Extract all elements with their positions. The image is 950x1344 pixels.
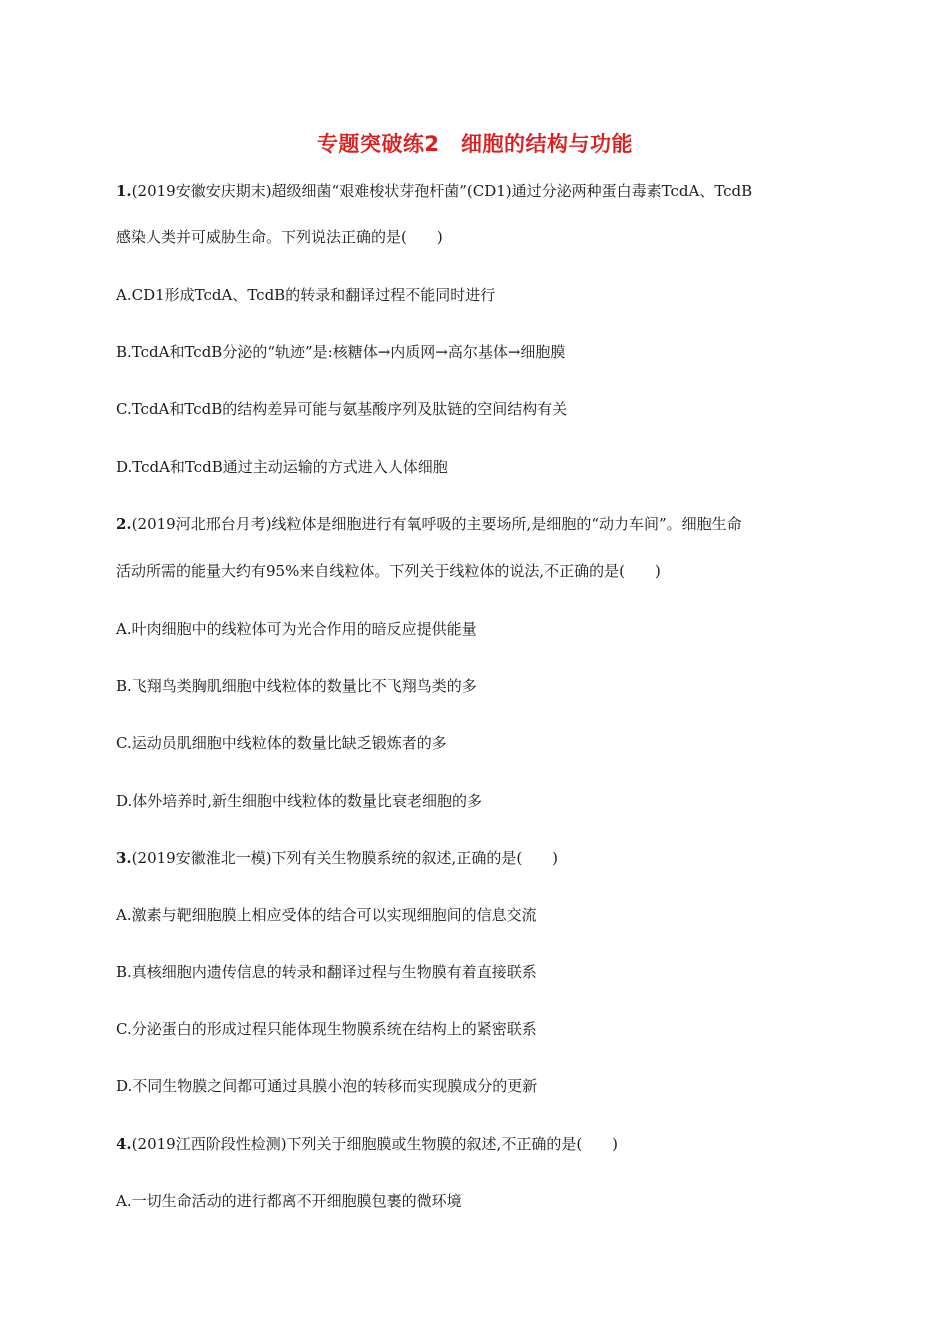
question-3-option-a: A.激素与靶细胞膜上相应受体的结合可以实现细胞间的信息交流 xyxy=(116,906,537,924)
question-2-stem-line-1 xyxy=(116,513,846,535)
question-3-option-b: B.真核细胞内遗传信息的转录和翻译过程与生物膜有着直接联系 xyxy=(116,963,537,981)
question-2-option-b: B.飞翔鸟类胸肌细胞中线粒体的数量比不飞翔鸟类的多 xyxy=(116,677,477,695)
question-4-number: 4. xyxy=(116,1135,132,1153)
question-1-option-b: B.TcdA和TcdB分泌的“轨迹”是:核糖体→内质网→高尔基体→细胞膜 xyxy=(116,343,566,361)
question-2-option-a: A.叶肉细胞中的线粒体可为光合作用的暗反应提供能量 xyxy=(116,620,477,638)
question-4-stem-text-1: (2019江西阶段性检测)下列关于细胞膜或生物膜的叙述,不正确的是( ) xyxy=(131,1135,619,1153)
question-3-option-c: C.分泌蛋白的形成过程只能体现生物膜系统在结构上的紧密联系 xyxy=(116,1020,537,1038)
question-3-stem-line-1 xyxy=(116,847,846,869)
question-1-option-c: C.TcdA和TcdB的结构差异可能与氨基酸序列及肽链的空间结构有关 xyxy=(116,400,568,418)
question-1-option-a: A.CD1形成TcdA、TcdB的转录和翻译过程不能同时进行 xyxy=(116,286,496,304)
question-2-option-c: C.运动员肌细胞中线粒体的数量比缺乏锻炼者的多 xyxy=(116,734,447,752)
question-3-option-d: D.不同生物膜之间都可通过具膜小泡的转移而实现膜成分的更新 xyxy=(116,1077,538,1095)
question-2-stem-text-1: (2019河北邢台月考)线粒体是细胞进行有氧呼吸的主要场所,是细胞的“动力车间”。细胞生命 xyxy=(131,515,742,533)
question-3-stem-text-1: (2019安徽淮北一模)下列有关生物膜系统的叙述,正确的是( ) xyxy=(131,849,559,867)
question-1-stem-line-1 xyxy=(116,180,846,202)
question-1-number: 1. xyxy=(116,182,132,200)
question-1-stem-line-2: 感染人类并可威胁生命。下列说法正确的是( ) xyxy=(116,228,443,246)
document-title: 专题突破练2 细胞的结构与功能 xyxy=(316,132,634,156)
question-2-stem-line-2: 活动所需的能量大约有95%来自线粒体。下列关于线粒体的说法,不正确的是( ) xyxy=(116,562,661,580)
question-1-option-d: D.TcdA和TcdB通过主动运输的方式进入人体细胞 xyxy=(116,458,448,476)
question-3-number: 3. xyxy=(116,849,132,867)
question-1-stem-text-1: (2019安徽安庆期末)超级细菌“艰难梭状芽孢杆菌”(CD1)通过分泌两种蛋白毒素TcdA、TcdB xyxy=(131,182,753,200)
question-2-option-d: D.体外培养时,新生细胞中线粒体的数量比衰老细胞的多 xyxy=(116,792,483,810)
question-2-number: 2. xyxy=(116,515,132,533)
question-4-option-a: A.一切生命活动的进行都离不开细胞膜包裹的微环境 xyxy=(116,1192,462,1210)
question-4-stem-line-1 xyxy=(116,1133,846,1155)
